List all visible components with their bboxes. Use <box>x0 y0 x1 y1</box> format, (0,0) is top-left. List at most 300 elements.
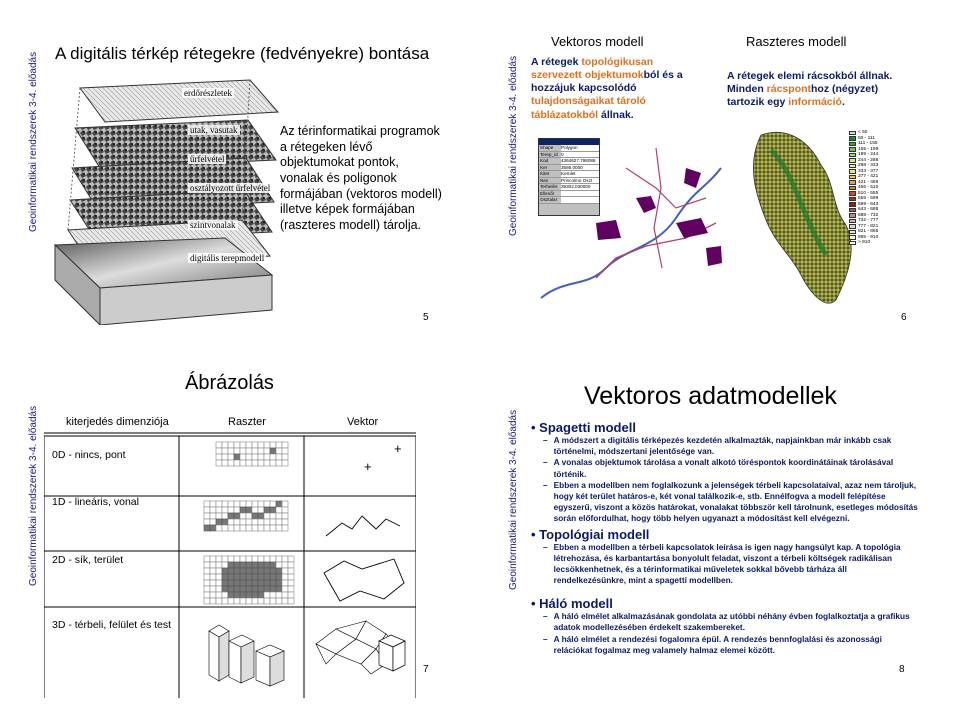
vector-solid-solid <box>379 635 405 671</box>
legend-label: 333 - 377 <box>858 168 879 174</box>
legend-swatch <box>849 224 856 229</box>
raster-cell <box>210 592 216 598</box>
raster-cell <box>288 598 294 604</box>
raster-cell <box>252 586 258 592</box>
raster-cell <box>216 556 222 562</box>
raster-cell <box>288 592 294 598</box>
layer-label: digitális terepmodell <box>190 253 265 263</box>
row-label-0d: 0D - nincs, pont <box>52 449 126 461</box>
attribute-name: Shape <box>540 145 554 150</box>
legend-label: 199 - 244 <box>858 152 879 157</box>
raster-cell <box>240 513 246 519</box>
legend-label: 555 - 599 <box>858 196 879 201</box>
raster-cell <box>246 525 252 531</box>
raster-cell <box>276 519 282 525</box>
raster-cell <box>234 562 240 568</box>
raster-cell <box>246 592 252 598</box>
raster-cell <box>216 562 222 568</box>
raster-cell <box>270 562 276 568</box>
raster-cell <box>246 568 252 574</box>
layer-label: űrfelvétel <box>190 154 225 164</box>
raster-cell <box>210 525 216 531</box>
raster-cell <box>252 501 258 507</box>
raster-cell <box>258 460 264 466</box>
raster-cell <box>264 519 270 525</box>
raster-cell <box>228 442 234 448</box>
raster-cell <box>228 501 234 507</box>
text-part: A rétegek elemi rácsokból állnak. Minden <box>727 70 893 96</box>
legend-label: > 910 <box>858 240 871 245</box>
attribute-name: Kod <box>540 158 549 163</box>
text-part: A rétegek <box>531 56 582 68</box>
raster-cell <box>270 592 276 598</box>
raster-cell <box>288 562 294 568</box>
raster-cell <box>252 574 258 580</box>
raster-cell <box>246 562 252 568</box>
raster-cell <box>276 507 282 513</box>
raster-cell <box>228 580 234 586</box>
raster-cell <box>222 460 228 466</box>
raster-cell <box>222 574 228 580</box>
raster-cell <box>264 460 270 466</box>
highlight-text: tulajdonságaikat tároló táblázatokból <box>531 95 646 121</box>
legend-swatch <box>849 153 856 158</box>
item-text: A háló elmélet alkalmazásának gondolata az utóbbi néhány évben foglalkoztatja a grafikus adatok modellezésében érdekelt szakembereket. <box>553 611 910 633</box>
raster-cell <box>210 519 216 525</box>
raster-cell <box>228 507 234 513</box>
raster-cell <box>216 586 222 592</box>
raster-cell <box>234 556 240 562</box>
raster-cell <box>234 513 240 519</box>
raster-cell <box>204 580 210 586</box>
raster-cell <box>252 448 258 454</box>
item-text: A vonalas objektumok tárolása a vonalt alkotó töréspontok koordinátáinak tárolásával történik. <box>553 457 894 479</box>
raster-cell <box>210 507 216 513</box>
legend-swatch <box>849 235 856 240</box>
raster-cell <box>204 586 210 592</box>
section-item <box>531 457 921 479</box>
item-text: Ebben a modellben a térbeli kapcsolatok leírása is igen nagy hangsúlyt kap. A topológia létrehozása, és karbantartása bonyolult feladat, viszont a térbeli költségek radikálisan lecsökkenhetnek, és a térinformatikai műveletek sokkal bővebb tárháza áll rendelkezésünkre, mint a spagetti modellben. <box>553 541 901 586</box>
raster-cell <box>276 442 282 448</box>
raster-cell <box>252 525 258 531</box>
raster-cell <box>216 574 222 580</box>
attribute-window <box>538 138 600 216</box>
raster-cell <box>270 580 276 586</box>
raster-map-figure <box>741 125 916 310</box>
raster-cell <box>210 586 216 592</box>
raster-cell <box>240 460 246 466</box>
layer-label: utak, vasutak <box>190 125 238 135</box>
raster-cell <box>276 454 282 460</box>
legend-label: 421 - 466 <box>858 179 879 185</box>
vector-point-mark: + <box>394 441 402 456</box>
raster-cell <box>264 454 270 460</box>
raster-cell <box>216 460 222 466</box>
raster-cell <box>276 501 282 507</box>
raster-cell <box>282 574 288 580</box>
raster-cell <box>240 448 246 454</box>
raster-cell <box>210 580 216 586</box>
attribute-row <box>539 197 599 204</box>
raster-cell <box>210 562 216 568</box>
raster-cell <box>276 598 282 604</box>
slide-title: A digitális térkép rétegekre (fedvényekre) bontása <box>55 44 430 63</box>
raster-cell <box>234 574 240 580</box>
raster-cell <box>270 460 276 466</box>
layer-label: erdőrészletek <box>184 88 232 98</box>
raster-cell <box>228 562 234 568</box>
vector-point-mark: + <box>364 459 372 474</box>
raster-cell <box>246 598 252 604</box>
raster-cell <box>276 556 282 562</box>
slide-title: Vektoros adatmodellek <box>584 382 837 410</box>
page-number: 8 <box>899 664 905 675</box>
attribute-value: 39302.030000 <box>561 184 599 190</box>
raster-cell <box>210 574 216 580</box>
raster-cell <box>264 448 270 454</box>
raster-cell <box>270 598 276 604</box>
raster-cell <box>258 513 264 519</box>
raster-cell <box>282 513 288 519</box>
raster-cell <box>228 513 234 519</box>
raster-cell <box>264 442 270 448</box>
raster-cell <box>246 460 252 466</box>
raster-cell <box>246 507 252 513</box>
raster-cell <box>246 586 252 592</box>
legend-label: 821 - 865 <box>858 229 879 234</box>
raster-cell <box>264 513 270 519</box>
row-label-1d: 1D - lineáris, vonal <box>52 496 139 508</box>
raster-cell <box>210 501 216 507</box>
raster-cell <box>282 568 288 574</box>
raster-line-grid <box>204 501 288 531</box>
vector-line <box>326 516 400 536</box>
raster-cell <box>216 568 222 574</box>
raster-cell <box>270 513 276 519</box>
raster-cell <box>246 556 252 562</box>
raster-cell <box>240 586 246 592</box>
raster-cell <box>282 454 288 460</box>
legend-swatch <box>849 180 856 185</box>
raster-cell <box>234 448 240 454</box>
raster-cell <box>228 448 234 454</box>
raster-cell <box>276 562 282 568</box>
raster-cell <box>240 507 246 513</box>
raster-cell <box>234 501 240 507</box>
raster-cell <box>204 525 210 531</box>
raster-cell <box>210 556 216 562</box>
raster-cell <box>228 574 234 580</box>
raster-cell <box>204 513 210 519</box>
raster-cell <box>276 580 282 586</box>
raster-cell <box>276 448 282 454</box>
raster-cell <box>228 586 234 592</box>
raster-cell <box>252 598 258 604</box>
side-label: Geoinformatikai rendszerek 3-4. előadás <box>508 409 519 590</box>
raster-cell <box>282 501 288 507</box>
raster-cell <box>246 442 252 448</box>
right-text <box>727 70 912 109</box>
section-heading: • Háló modell <box>531 596 613 612</box>
raster-cell <box>234 580 240 586</box>
raster-cell <box>234 568 240 574</box>
legend-swatch <box>849 213 856 218</box>
legend-label: 50 - 111 <box>858 135 875 141</box>
raster-cell <box>222 513 228 519</box>
item-text: Ebben a modellben nem foglalkozunk a jelenségek térbeli kapcsolataival, azaz nem tároljuk, hogy két terület határos-e, két vonal találkozik-e, stb. Ennélfogva a modell felépítése egyszerű, viszont a közös határokat, vonalakat többször kell tárolnunk, esetleges módosítás során előfordulhat, hogy több helyen ugyanazt a módosítást kell elvégezni. <box>553 479 918 524</box>
item-dash: – <box>543 611 548 622</box>
raster-cell <box>222 525 228 531</box>
section-item <box>531 435 921 457</box>
left-title: Vektoros modell <box>551 34 644 49</box>
raster-cell <box>270 556 276 562</box>
legend-swatch <box>849 202 856 207</box>
raster-cell <box>258 519 264 525</box>
raster-cell <box>288 586 294 592</box>
header-dimension: kiterjedés dimenziója <box>66 416 169 428</box>
raster-cell <box>264 580 270 586</box>
raster-cell <box>258 448 264 454</box>
slide-7 <box>0 354 478 705</box>
raster-cell <box>258 507 264 513</box>
raster-cell <box>240 592 246 598</box>
attribute-value: 0 <box>561 152 599 158</box>
left-text <box>531 56 701 122</box>
attribute-name: Osztalar <box>540 197 558 202</box>
raster-cell <box>264 574 270 580</box>
raster-cell <box>258 598 264 604</box>
raster-cell <box>258 592 264 598</box>
raster-cell <box>252 442 258 448</box>
raster-cell <box>222 592 228 598</box>
raster-cell <box>258 525 264 531</box>
raster-cell <box>246 513 252 519</box>
raster-cell <box>270 454 276 460</box>
raster-cell <box>234 454 240 460</box>
raster-cell <box>228 454 234 460</box>
raster-cell <box>240 454 246 460</box>
legend-label: 510 - 555 <box>858 190 879 196</box>
layer-stack-svg <box>50 70 280 325</box>
side-label: Geoinformatikai rendszerek 3-4. előadás <box>28 51 39 232</box>
raster-cell <box>234 460 240 466</box>
legend-swatch <box>849 169 856 174</box>
raster-cell <box>216 442 222 448</box>
raster-cell <box>258 586 264 592</box>
page-number: 7 <box>423 664 429 675</box>
raster-cell <box>210 513 216 519</box>
raster-cell <box>216 525 222 531</box>
attribute-table <box>539 145 599 204</box>
attribute-value: 4364627.798086 <box>561 158 599 164</box>
section-item <box>531 542 921 587</box>
raster-cell <box>282 598 288 604</box>
legend-swatch <box>849 175 856 180</box>
raster-cell <box>270 442 276 448</box>
vector-map-figure <box>536 128 726 308</box>
raster-cell <box>228 592 234 598</box>
legend-swatch <box>849 142 856 147</box>
raster-cell <box>264 501 270 507</box>
raster-cell <box>252 454 258 460</box>
raster-cell <box>246 501 252 507</box>
raster-cell <box>240 501 246 507</box>
section-heading: • Spagetti modell <box>531 420 636 435</box>
raster-cell <box>222 580 228 586</box>
raster-cell <box>222 562 228 568</box>
raster-cell <box>264 507 270 513</box>
raster-cell <box>240 556 246 562</box>
attribute-name: Nev <box>540 177 549 183</box>
raster-cell <box>270 525 276 531</box>
raster-cell <box>264 592 270 598</box>
raster-cell <box>240 562 246 568</box>
raster-cell <box>258 556 264 562</box>
raster-cell <box>222 568 228 574</box>
attribute-name: Ellenőr <box>540 190 555 196</box>
raster-cell <box>204 592 210 598</box>
raster-cell <box>282 562 288 568</box>
attribute-value: Kerület <box>561 171 599 177</box>
text-part: . <box>841 96 845 109</box>
attribute-name: Ker <box>540 164 548 170</box>
legend-label: 865 - 910 <box>858 234 879 240</box>
raster-cell <box>216 592 222 598</box>
raster-cell <box>216 519 222 525</box>
raster-cell <box>234 586 240 592</box>
raster-cell <box>276 525 282 531</box>
raster-cell <box>228 598 234 604</box>
item-dash: – <box>543 633 548 644</box>
raster-cell <box>282 580 288 586</box>
attribute-value: Princolmo Oszt <box>561 178 599 184</box>
raster-cell <box>246 454 252 460</box>
item-dash: – <box>543 541 548 552</box>
layer-label: szintvonalak <box>190 220 236 230</box>
item-dash: – <box>543 457 548 468</box>
legend-label: 155 - 199 <box>858 146 879 152</box>
page-number: 6 <box>901 312 907 323</box>
raster-cell <box>264 562 270 568</box>
raster-cell <box>282 448 288 454</box>
raster-cell <box>240 580 246 586</box>
raster-cell <box>216 454 222 460</box>
raster-cell <box>204 562 210 568</box>
raster-cell <box>264 525 270 531</box>
raster-cell <box>228 568 234 574</box>
item-dash: – <box>543 479 548 490</box>
raster-cell <box>252 513 258 519</box>
raster-cell <box>258 454 264 460</box>
raster-cell <box>222 442 228 448</box>
highlight-text: rácspont <box>766 83 812 96</box>
raster-cell <box>234 442 240 448</box>
raster-cell <box>276 460 282 466</box>
header-raster: Raszter <box>228 416 266 428</box>
page-number: 5 <box>423 312 429 323</box>
slide-6 <box>481 0 959 352</box>
raster-cell <box>276 592 282 598</box>
section-item <box>531 480 921 525</box>
raster-cell <box>222 501 228 507</box>
text-part: állnak. <box>598 108 634 121</box>
legend-swatch <box>849 186 856 191</box>
raster-cell <box>282 507 288 513</box>
raster-cell <box>264 556 270 562</box>
legend-label: 466 - 510 <box>858 185 879 190</box>
raster-cell <box>246 519 252 525</box>
raster-cell <box>234 592 240 598</box>
raster-cell <box>246 580 252 586</box>
raster-cell <box>234 598 240 604</box>
raster-cell <box>282 442 288 448</box>
slide-title: Ábrázolás <box>185 372 274 394</box>
attribute-value: 3586.0000 <box>561 165 599 171</box>
legend-swatch <box>849 131 856 136</box>
raster-cell <box>264 568 270 574</box>
raster-cell <box>288 556 294 562</box>
attribute-value <box>561 191 599 197</box>
raster-cell <box>288 568 294 574</box>
raster-cell <box>222 586 228 592</box>
raster-cell <box>204 507 210 513</box>
item-dash: – <box>543 435 548 445</box>
row-label-3d: 3D - térbeli, felület és test <box>52 619 172 631</box>
raster-cell <box>264 586 270 592</box>
raster-cell <box>240 574 246 580</box>
legend-swatch <box>849 219 856 224</box>
section-item <box>531 634 921 656</box>
raster-cell <box>222 507 228 513</box>
raster-cell <box>252 568 258 574</box>
item-text: A módszert a digitális térképezés kezdetén alkalmazták, napjainkban már inkább csak történelmi, módszertani jelentősége van. <box>553 435 892 457</box>
raster-cell <box>228 519 234 525</box>
slide-5 <box>0 0 478 352</box>
raster-cell <box>282 519 288 525</box>
raster-cell <box>270 448 276 454</box>
raster-cell <box>222 556 228 562</box>
legend-swatch <box>849 147 856 152</box>
legend-label: < 50 <box>858 130 868 135</box>
raster-cell <box>252 460 258 466</box>
raster-cell <box>258 562 264 568</box>
attribute-value <box>561 197 599 203</box>
raster-cell <box>216 513 222 519</box>
raster-cell <box>210 598 216 604</box>
legend-swatch <box>849 208 856 213</box>
legend-label: 732 - 777 <box>858 218 879 223</box>
raster-cell <box>258 442 264 448</box>
raster-cell <box>270 574 276 580</box>
legend-label: 643 - 688 <box>858 207 879 212</box>
raster-cell <box>288 574 294 580</box>
raster-cell <box>216 448 222 454</box>
legend-label: 599 - 643 <box>858 201 879 207</box>
legend-label: 288 - 333 <box>858 163 879 168</box>
raster-cell <box>234 507 240 513</box>
raster-cell <box>264 598 270 604</box>
header-vector: Vektor <box>347 416 379 428</box>
raster-area-grid <box>204 556 294 604</box>
raster-cell <box>234 525 240 531</box>
raster-cell <box>246 574 252 580</box>
raster-cell <box>222 448 228 454</box>
slide-8 <box>481 354 959 705</box>
raster-cell <box>240 519 246 525</box>
raster-cell <box>252 562 258 568</box>
raster-cell <box>270 501 276 507</box>
raster-legend <box>849 130 915 246</box>
